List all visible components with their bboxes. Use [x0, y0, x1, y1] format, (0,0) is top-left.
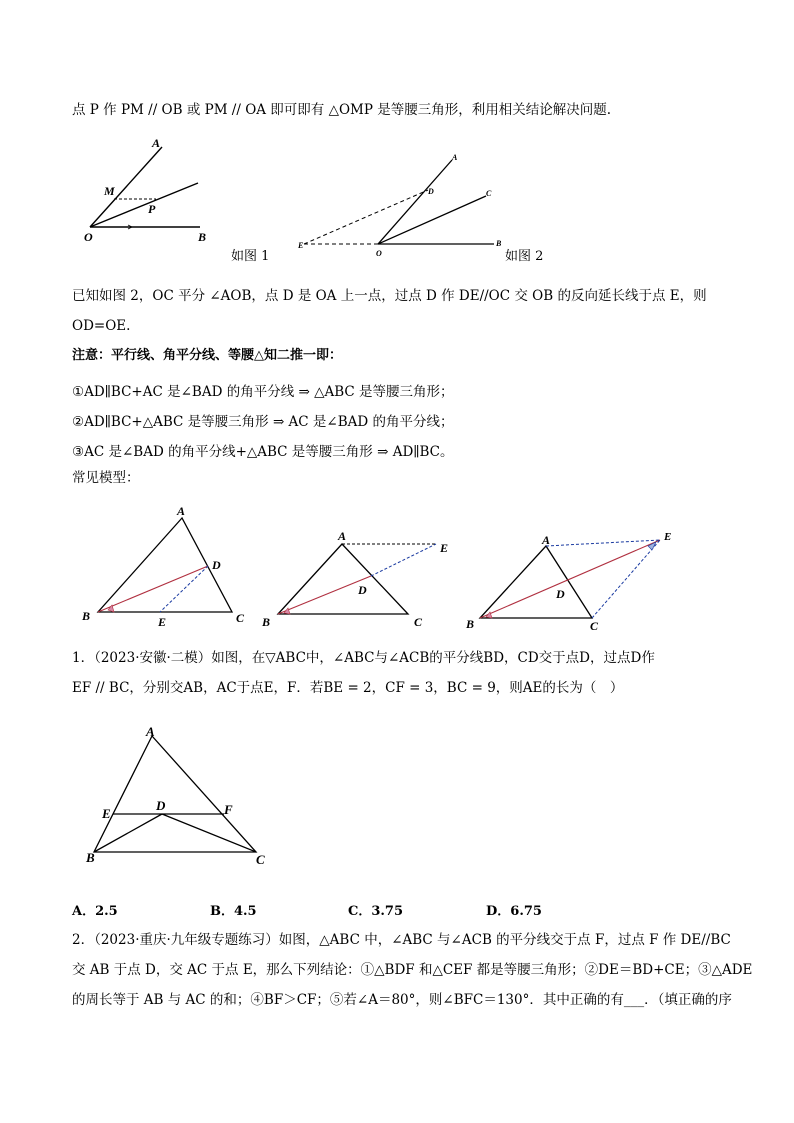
q2-line-2: 交 AB 于点 D，交 AC 于点 E，那么下列结论：①△BDF 和△CEF 都是等腰三角形；②DE＝BD+CE；③△ADE — [72, 962, 753, 978]
known-line-2: OD=OE. — [72, 318, 131, 334]
model-2-figure — [256, 528, 456, 632]
fig2-label-a: A — [452, 153, 458, 162]
q1-label-a: A — [146, 724, 155, 739]
note-item-1: ①AD∥BC+AC 是∠BAD 的角平分线 ⇒ △ABC 是等腰三角形； — [72, 384, 454, 400]
figure-2 — [296, 150, 516, 260]
fig2-label-b: B — [496, 239, 502, 248]
note-item-2: ②AD∥BC+△ABC 是等腰三角形 ⇒ AC 是∠BAD 的角平分线； — [72, 414, 454, 430]
q1-figure — [84, 722, 284, 870]
q2-line-1: 2．（2023·重庆·九年级专题练习）如图，△ABC 中，∠ABC 与∠ACB 的平分线交于点 F，过点 F 作 DE//BC — [72, 932, 731, 948]
q1-option-c[interactable]: C．3.75 — [348, 904, 404, 919]
fig1-label-b: B — [198, 230, 207, 244]
q1-option-a[interactable]: A．2.5 — [72, 904, 118, 919]
q1-label-e: E — [102, 806, 111, 821]
note-title: 注意：平行线、角平分线、等腰△知二推一即： — [72, 348, 342, 363]
fig2-label-c: C — [486, 189, 492, 198]
model-3-figure — [462, 530, 682, 634]
model3-label-d: D — [556, 587, 565, 601]
model2-label-a: A — [338, 529, 347, 543]
model3-label-b: B — [466, 617, 475, 631]
intro-line: 点 P 作 PM // OB 或 PM // OA 即可即有 △OMP 是等腰三角形，利用相关结论解决问题. — [72, 102, 612, 118]
model1-label-a: A — [177, 504, 186, 518]
fig1-label-m: M — [104, 184, 115, 198]
model1-label-e: E — [158, 615, 167, 629]
model1-label-b: B — [82, 609, 91, 623]
q1-label-f: F — [224, 802, 233, 817]
model2-label-e: E — [440, 541, 449, 555]
model3-label-e: E — [664, 531, 672, 543]
fig2-label-o: O — [376, 249, 382, 258]
common-models-heading: 常见模型： — [72, 470, 140, 486]
fig2-label-d: D — [428, 187, 434, 196]
fig1-label-o: O — [84, 230, 93, 244]
model2-label-c: C — [414, 615, 423, 629]
model3-label-c: C — [590, 619, 599, 633]
known-line-1: 已知如图 2，OC 平分 ∠AOB，点 D 是 OA 上一点，过点 D 作 DE//OC 交 OB 的反向延长线于点 E，则 — [72, 288, 707, 304]
q1-line-2: EF // BC，分别交AB，AC于点E，F．若BE = 2，CF = 3，BC = 9，则AE的长为（ ） — [72, 680, 624, 696]
fig1-label-p: P — [148, 202, 156, 216]
model2-label-b: B — [262, 615, 271, 629]
fig1-label-a: A — [152, 136, 161, 150]
q1-option-d[interactable]: D．6.75 — [486, 904, 542, 919]
fig2-label-e: E — [298, 241, 304, 250]
model1-label-d: D — [212, 558, 221, 572]
model-1-figure — [78, 500, 258, 632]
q1-label-c: C — [256, 852, 265, 867]
model1-label-c: C — [236, 611, 245, 625]
q1-line-1: 1．（2023·安徽·二模）如图，在▽ABC中，∠ABC与∠ACB的平分线BD，CD交于点D，过点D作 — [72, 650, 655, 666]
q1-label-b: B — [86, 850, 95, 865]
fig1-caption: 如图 1 — [231, 249, 270, 264]
model2-label-d: D — [358, 583, 367, 597]
q1-option-b[interactable]: B．4.5 — [210, 904, 257, 919]
q2-line-3: 的周长等于 AB 与 AC 的和；④BF＞CF；⑤若∠A＝80°，则∠BFC＝130°．其中正确的有___．（填正确的序 — [72, 992, 732, 1008]
note-item-3: ③AC 是∠BAD 的角平分线+△ABC 是等腰三角形 ⇒ AD∥BC。 — [72, 444, 454, 460]
figure-1 — [80, 135, 210, 247]
fig2-caption: 如图 2 — [505, 249, 544, 264]
model3-label-a: A — [542, 533, 551, 547]
q1-label-d: D — [156, 798, 166, 813]
